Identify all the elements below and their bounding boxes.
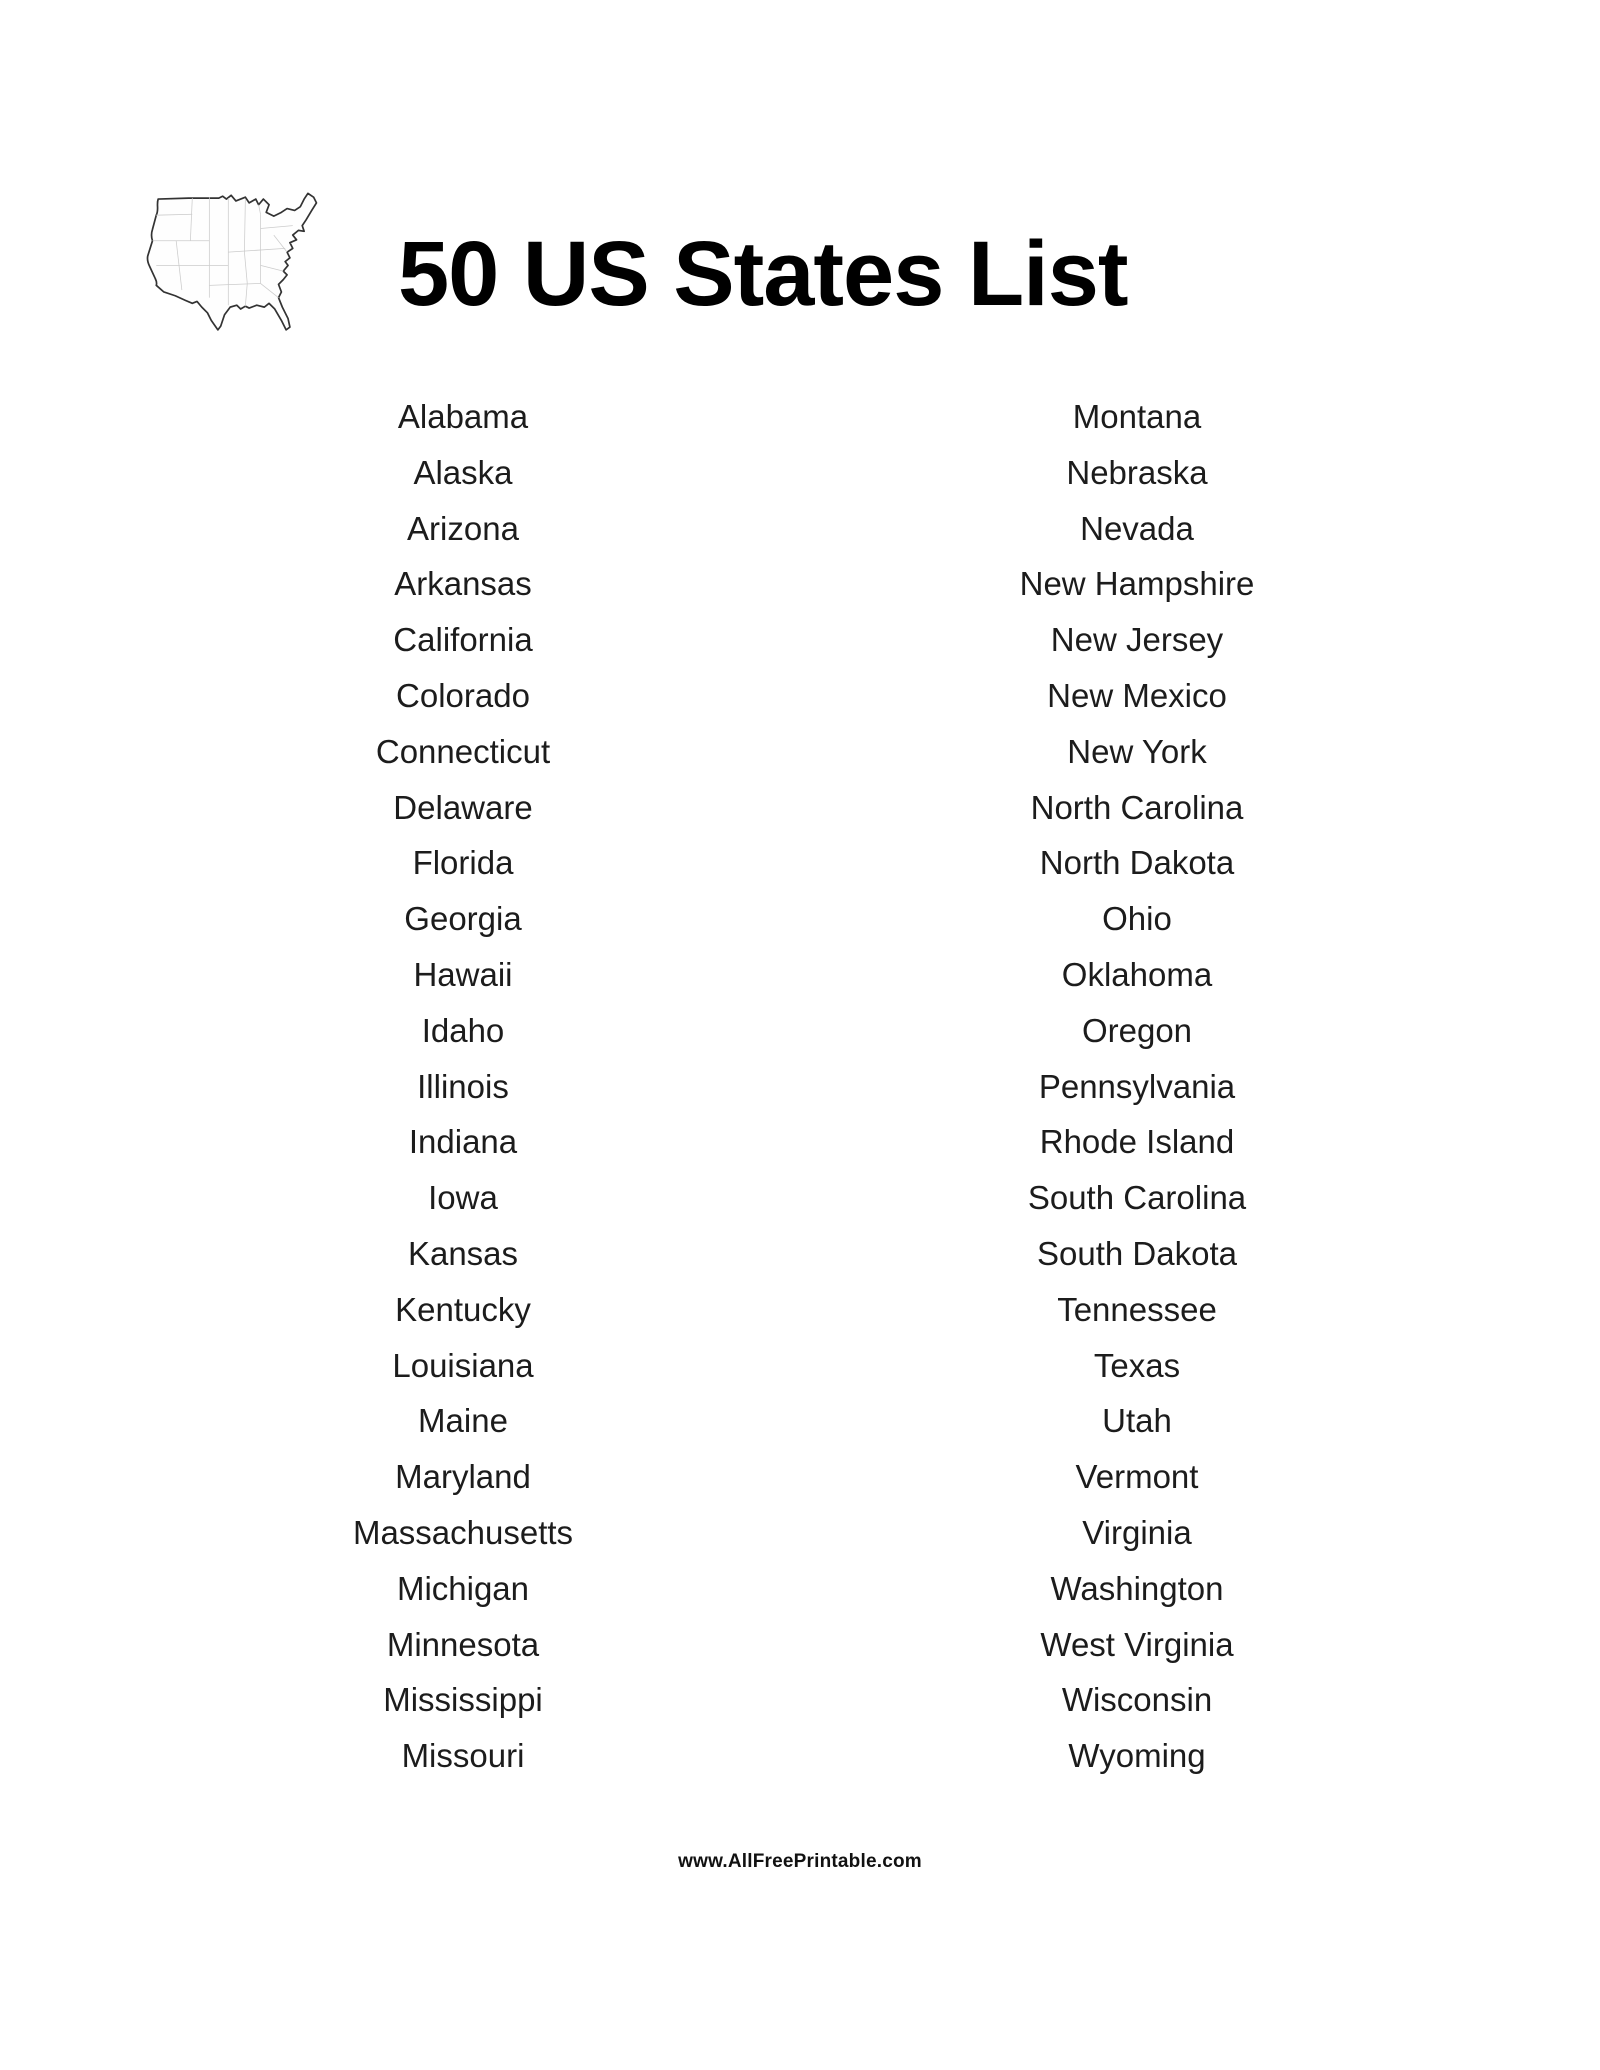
state-item: Pennsylvania [1038, 1067, 1236, 1105]
page-title: 50 US States List [398, 223, 1128, 325]
state-item: Washington [1050, 1569, 1224, 1607]
state-item: Hawaii [413, 955, 513, 993]
state-item: Kansas [407, 1234, 519, 1272]
states-column-right [837, 389, 1437, 1784]
state-item: Kentucky [395, 1290, 531, 1328]
state-item: Nevada [1080, 509, 1194, 547]
state-item: Wisconsin [1061, 1681, 1213, 1719]
state-item: Missouri [401, 1737, 525, 1775]
state-item: Tennessee [1057, 1290, 1217, 1328]
state-item: North Dakota [1039, 844, 1235, 882]
state-item: North Carolina [1030, 788, 1244, 826]
state-item: Alaska [413, 453, 513, 491]
state-item: Florida [412, 844, 514, 882]
state-item: Oregon [1081, 1011, 1193, 1049]
state-item: Vermont [1075, 1458, 1199, 1496]
state-item: Texas [1093, 1346, 1181, 1384]
state-item: Illinois [417, 1067, 509, 1105]
state-item: Alabama [397, 398, 529, 435]
state-item: Colorado [396, 676, 530, 714]
state-item: Minnesota [386, 1625, 540, 1663]
state-item: New Hampshire [1019, 565, 1255, 603]
state-item: New Mexico [1047, 676, 1227, 714]
state-item: Utah [1102, 1402, 1172, 1440]
state-item: Iowa [428, 1179, 498, 1217]
state-item: Virginia [1082, 1513, 1192, 1551]
state-item: Arizona [407, 509, 519, 547]
state-item: Mississippi [383, 1681, 543, 1719]
state-item: Montana [1072, 398, 1202, 435]
states-column-left [163, 389, 763, 1784]
state-item: Indiana [408, 1123, 518, 1161]
state-item: Nebraska [1066, 453, 1208, 491]
state-item: Georgia [404, 900, 522, 938]
state-item: New Jersey [1050, 621, 1224, 659]
state-item: Maryland [395, 1458, 531, 1496]
page-footer [0, 1851, 1600, 1873]
us-map-outline-icon [143, 184, 361, 344]
state-item: Ohio [1102, 900, 1172, 938]
state-item: New York [1067, 732, 1207, 770]
state-item: Arkansas [394, 565, 532, 603]
state-item: Louisiana [392, 1346, 534, 1384]
state-item: Rhode Island [1039, 1123, 1235, 1161]
state-item: Idaho [421, 1011, 505, 1049]
state-item: Massachusetts [352, 1513, 574, 1551]
state-item: Maine [418, 1402, 508, 1440]
state-item: South Carolina [1027, 1179, 1247, 1217]
state-item: California [393, 621, 533, 659]
state-item: Connecticut [375, 732, 551, 770]
state-item: Delaware [393, 788, 533, 826]
state-item: South Dakota [1037, 1234, 1237, 1272]
state-item: Oklahoma [1061, 955, 1213, 993]
state-item: Michigan [396, 1569, 530, 1607]
state-item: Wyoming [1068, 1737, 1206, 1775]
footer-site-text: www.AllFreePrintable.com [678, 1851, 922, 1872]
state-item: West Virginia [1040, 1625, 1234, 1663]
